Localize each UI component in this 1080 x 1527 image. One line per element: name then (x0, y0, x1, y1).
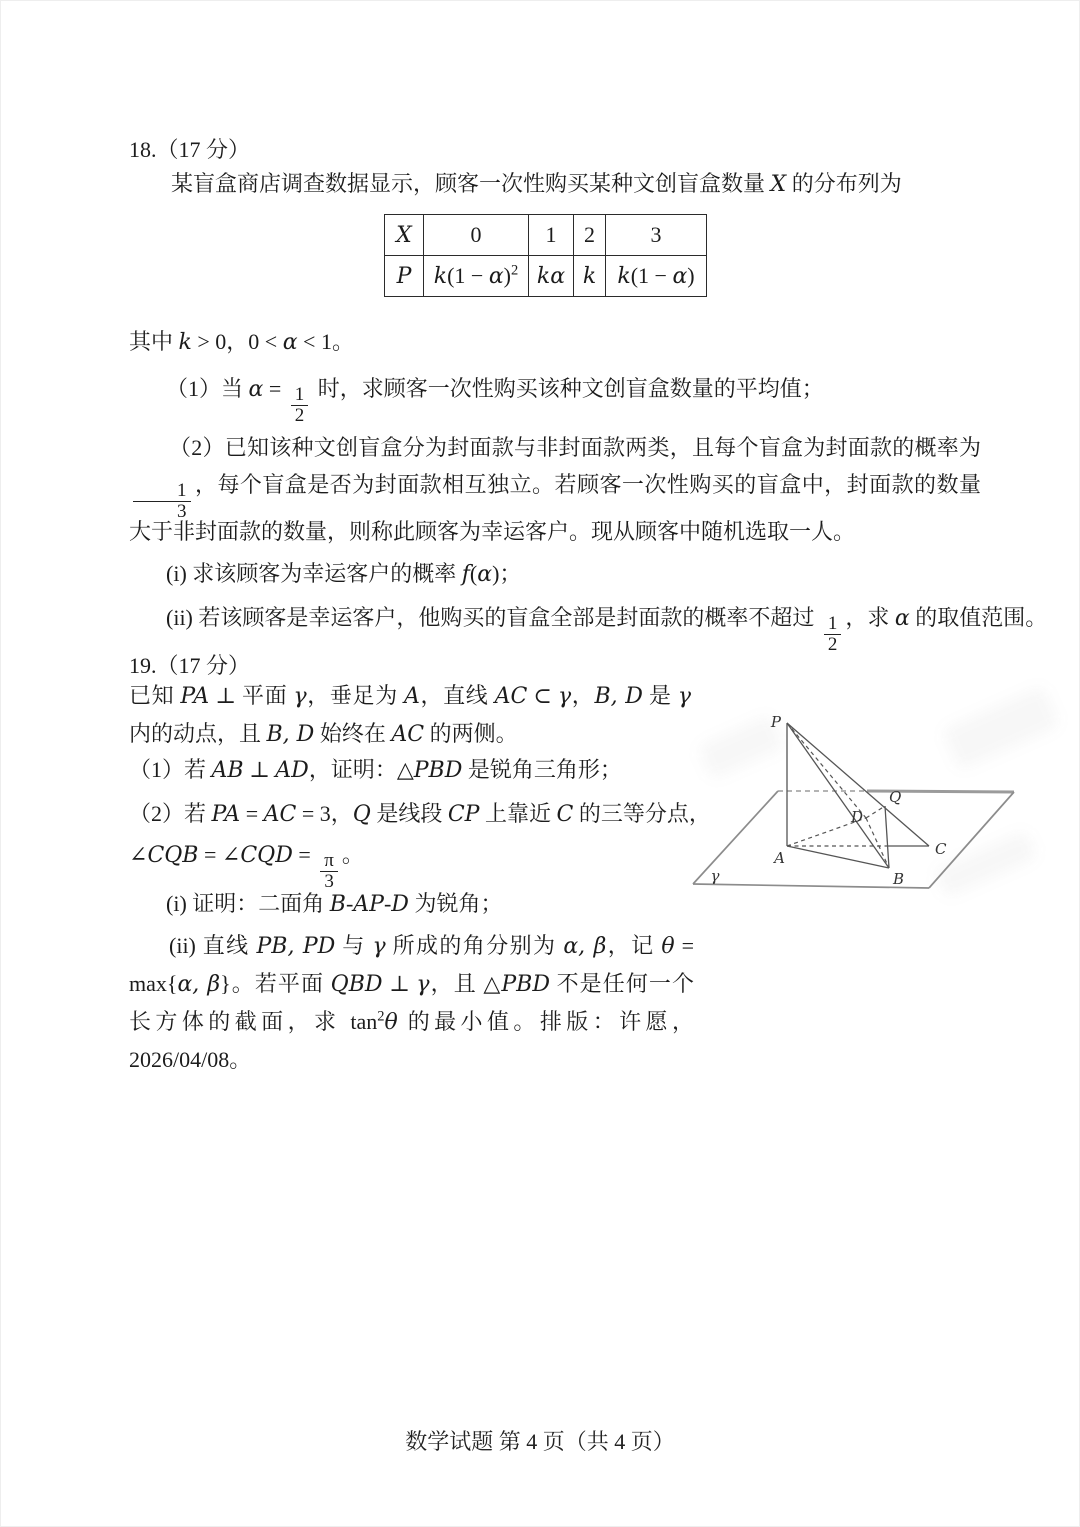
math-text: AD (275, 758, 309, 783)
text-run: 是锐角三角形； (462, 757, 622, 782)
page-footer: 数学试题 第 4 页（共 4 页） (405, 1429, 675, 1454)
segment-DQ (866, 806, 885, 818)
math-text: B, D (266, 722, 315, 747)
segment-AB (787, 846, 889, 868)
question-18-part2-ii (166, 590, 1048, 655)
table-cell (385, 215, 424, 256)
math-text: f (461, 562, 470, 587)
text-run: ⊥ (243, 757, 276, 782)
figure-label-gamma: γ (710, 867, 720, 885)
text-run: ，垂足为 (306, 683, 404, 708)
figure-label-Q: Q (889, 788, 902, 806)
text-run: < 1。 (297, 329, 354, 354)
distribution-table (384, 214, 707, 297)
math-text: CQB (147, 843, 199, 868)
table-cell (424, 215, 529, 256)
question-18-header (129, 133, 250, 167)
math-text: AC (263, 802, 297, 827)
math-text: X (770, 172, 787, 197)
text-run: 的分布列为 (786, 171, 902, 196)
text-run: ，每个盲盒是否为封面款相互独立。若顾客一次性购买的盲盒中，封面款的数量大于非封面款的数量，则称此顾客为幸运客户。现从顾客中随机选取一人。 (129, 472, 981, 544)
question-18-condition (129, 325, 354, 360)
text-run: }。若平面 (220, 971, 331, 996)
text-run: 的取值范围。 (909, 605, 1048, 630)
math-text: CQD (240, 843, 293, 868)
table-cell (574, 215, 606, 256)
math-text: QBD (330, 972, 383, 997)
plane-left-edge (693, 791, 778, 884)
fraction: $\frac{\pi}{3}$ (320, 861, 338, 883)
math-text: α (672, 264, 688, 289)
segment-DB (866, 818, 889, 868)
text-run: - (345, 891, 354, 916)
segment-PD (787, 723, 866, 818)
text-run: 上靠近 (479, 801, 557, 826)
text-run: （2）已知该种文创盲盒分为封面款与非封面款两类，且每个盲盒为封面款的概率为 (169, 435, 981, 460)
text-run: 1 (545, 222, 557, 247)
math-text: α (477, 562, 493, 587)
math-text: AP (353, 892, 384, 917)
table-cell (385, 256, 424, 297)
math-text: kα (536, 264, 566, 289)
math-text: AC (494, 684, 528, 709)
math-text: AB (211, 758, 244, 783)
text-run: (ii) 若该顾客是幸运客户，他购买的盲盒全部是封面款的概率不超过 (166, 605, 820, 630)
math-text: α (248, 377, 264, 402)
math-text: γ (416, 972, 430, 997)
text-run: ⊂ (527, 683, 559, 708)
math-text: γ (558, 684, 572, 709)
text-run: ，证明：△ (308, 757, 414, 782)
question-19-part2-i (166, 887, 502, 922)
math-text: Q (352, 802, 371, 827)
text-run: ) (687, 263, 695, 288)
table-row (385, 215, 707, 256)
text-run: 的两侧。 (424, 721, 518, 746)
text-run: 某盲盒商店调查数据显示，顾客一次性购买某种文创盲盒数量 (171, 171, 771, 196)
text-run: 0 (470, 222, 482, 247)
fraction: $\frac{1}{2}$ (291, 395, 309, 417)
text-run: 18.（17 分） (129, 137, 251, 162)
text-run: (i) 证明：二面角 (166, 891, 330, 916)
text-run: (ii) 直线 (169, 933, 257, 958)
text-run: = (240, 801, 264, 826)
math-text: PB, PD (256, 934, 336, 959)
math-text: γ (293, 684, 307, 709)
table-cell (574, 256, 606, 297)
figure-label-P: P (770, 713, 781, 731)
math-text: PA (180, 684, 210, 709)
text-run: 3 (650, 222, 662, 247)
math-text: PBD (501, 972, 550, 997)
math-text: k (617, 264, 631, 289)
math-text: P (396, 264, 412, 289)
text-run: 不是任何一个长方体的截面，求 tan (129, 971, 694, 1034)
text-run: (1 − (447, 263, 489, 288)
text-run: )； (492, 561, 522, 586)
text-run: = (292, 842, 317, 867)
text-run: 其中 (129, 329, 179, 354)
text-run: = (263, 376, 287, 401)
question-18-part1 (166, 361, 824, 426)
question-19-part1 (129, 753, 622, 788)
text-run: 。 (341, 842, 364, 867)
geometry-figure (673, 691, 1045, 906)
table-cell (529, 215, 574, 256)
text-run: 是线段 (370, 801, 448, 826)
text-run: ∠ (129, 842, 148, 867)
text-run: = max{ (129, 933, 694, 996)
math-text: B, D (594, 684, 643, 709)
math-text: γ (677, 684, 691, 709)
math-text: k (178, 330, 192, 355)
text-run: ⊥ 平面 (209, 683, 294, 708)
table-cell (424, 256, 529, 297)
table-cell (529, 256, 574, 297)
question-19-part2-line2 (129, 827, 364, 892)
text-run: ， (571, 683, 595, 708)
table-cell (606, 256, 707, 297)
question-19-part2-ii (129, 927, 694, 1078)
fraction: $\frac{1}{2}$ (824, 624, 842, 646)
text-run: = 3， (296, 801, 353, 826)
math-text: B (329, 892, 346, 917)
text-run: 是 (642, 683, 678, 708)
text-run: (1 − (630, 263, 673, 288)
question-18-part2-i (166, 557, 521, 592)
figure-label-B: B (893, 870, 905, 888)
text-run: > 0，0 < (191, 329, 283, 354)
figure-label-A: A (774, 849, 785, 867)
math-text: θ (384, 1010, 398, 1035)
table-cell (606, 215, 707, 256)
math-text: k (433, 264, 448, 289)
math-text: PA (211, 802, 241, 827)
text-run: 已知 (129, 683, 181, 708)
text-run: 与 (335, 933, 373, 958)
figure-label-D: D (850, 808, 863, 826)
text-run: ( (469, 561, 478, 586)
segment-QB (885, 806, 889, 868)
text-run: 内的动点，且 (129, 721, 267, 746)
segment-PC (787, 723, 929, 846)
math-text: γ (372, 934, 386, 959)
text-run: （1）若 (129, 757, 212, 782)
question-19-intro (129, 677, 691, 753)
text-run: 始终在 (314, 721, 392, 746)
distribution-table-body (385, 215, 707, 297)
text-run: - (383, 891, 392, 916)
math-text: AC (391, 722, 425, 747)
math-text: X (396, 223, 412, 248)
math-text: A (403, 684, 420, 709)
text-run: ，求 (845, 605, 895, 630)
math-text: α, β (177, 972, 221, 997)
math-text: α (894, 606, 910, 631)
math-text: C (556, 802, 574, 827)
math-text: α (488, 264, 504, 289)
question-18-part2 (129, 429, 981, 550)
question-18-intro (171, 167, 902, 202)
text-run: 所成的角分别为 (385, 933, 564, 958)
math-text: α (282, 330, 298, 355)
text-run: = ∠ (198, 842, 241, 867)
fraction: $\frac{1}{3}$ (133, 491, 191, 513)
text-run: ⊥ (382, 971, 417, 996)
math-text: D (391, 892, 409, 917)
math-text: CP (447, 802, 480, 827)
text-run: ，且 △ (429, 971, 502, 996)
text-run: ) (503, 263, 511, 288)
text-run: （2）若 (129, 801, 212, 826)
math-text: k (582, 264, 597, 289)
figure-label-C: C (935, 840, 947, 858)
text-run: 的三等分点， (573, 801, 711, 826)
text-run: 2 (377, 1008, 385, 1025)
math-text: θ (661, 934, 675, 959)
text-run: 时，求顾客一次性购买该种文创盲盒数量的平均值； (312, 376, 824, 401)
text-run: ，记 (606, 933, 662, 958)
text-run: 2 (511, 262, 519, 279)
table-row (385, 256, 707, 297)
text-run: 2 (584, 222, 595, 247)
text-run: 19.（17 分） (129, 653, 251, 678)
text-run: 的最小值。排版：许愿，2026/04/08。 (129, 1009, 694, 1072)
math-text: α, β (563, 934, 607, 959)
text-run: (i) 求该顾客为幸运客户的概率 (166, 561, 462, 586)
math-text: PBD (413, 758, 463, 783)
text-run: （1）当 (166, 376, 249, 401)
text-run: 为锐角； (408, 891, 503, 916)
text-run: ，直线 (419, 683, 495, 708)
